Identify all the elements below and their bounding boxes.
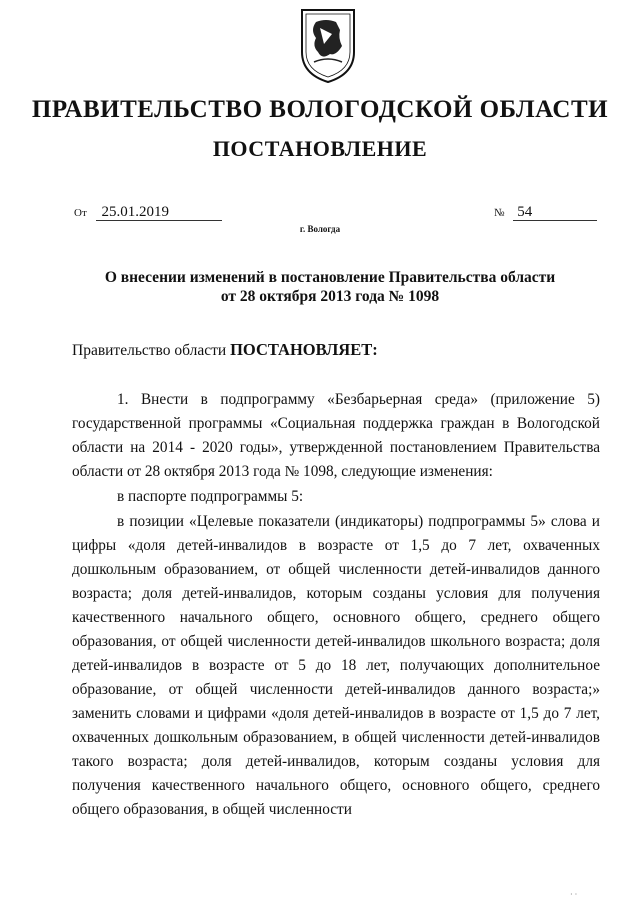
- corner-mark: · ·: [570, 890, 578, 899]
- number-label: №: [494, 207, 505, 219]
- resolution-title-line-1: О внесении изменений в постановление Правительства области: [104, 269, 556, 286]
- resolution-title: [60, 268, 600, 306]
- preamble-text: Правительство области: [72, 342, 231, 359]
- preamble: [72, 340, 378, 360]
- body-paragraph-2: в паспорте подпрограммы 5:: [117, 488, 304, 505]
- organization-title: ПРАВИТЕЛЬСТВО ВОЛОГОДСКОЙ ОБЛАСТИ: [31, 96, 609, 123]
- preamble-emphasis: ПОСТАНОВЛЯЕТ:: [230, 340, 378, 359]
- resolution-title-line-2: от 28 октября 2013 года № 1098: [220, 288, 440, 305]
- number-value: 54: [513, 204, 597, 221]
- date-value: 25.01.2019: [96, 204, 222, 221]
- document-body: [72, 388, 600, 822]
- body-paragraph-3: в позиции «Целевые показатели (индикаторы) подпрограммы 5» слова и цифры «доля детей-инвалидов в возрасте от 1,5 до 7 лет, охваченных дошкольным образованием, от общей численности детей-инвалидов данного возраста; доля детей-инвалидов, которым созданы условия для получения качественного начального общего, основного общего, среднего общего образования, от общей численности детей-инвалидов школьного возраста; доля детей-инвалидов в возрасте от 5 до 18 лет, получающих дополнительное образование, от общей численности детей-инвалидов данного возраста;» заменить словами и цифрами «доля детей-инвалидов в возрасте от 1,5 до 7 лет, охваченных дошкольным образованием, в общей численности детей-инвалидов такого возраста; доля детей-инвалидов, которым созданы условия для получения качественного начального общего, основного общего, среднего общего образования, в общей численности: [72, 513, 600, 818]
- date-field: [74, 204, 222, 221]
- body-paragraph-1: 1. Внести в подпрограмму «Безбарьерная среда» (приложение 5) государственной программы «Социальная поддержка граждан в Вологодской области на 2014 - 2020 годы», утвержденной постановлением Правительства области от 28 октября 2013 года № 1098, следующие изменения:: [72, 391, 600, 480]
- vologda-coat-of-arms-icon: [296, 4, 360, 84]
- city-label: г. Вологда: [299, 224, 341, 234]
- number-field: [494, 204, 597, 221]
- date-label: От: [74, 207, 87, 219]
- document-type: ПОСТАНОВЛЕНИЕ: [212, 136, 428, 161]
